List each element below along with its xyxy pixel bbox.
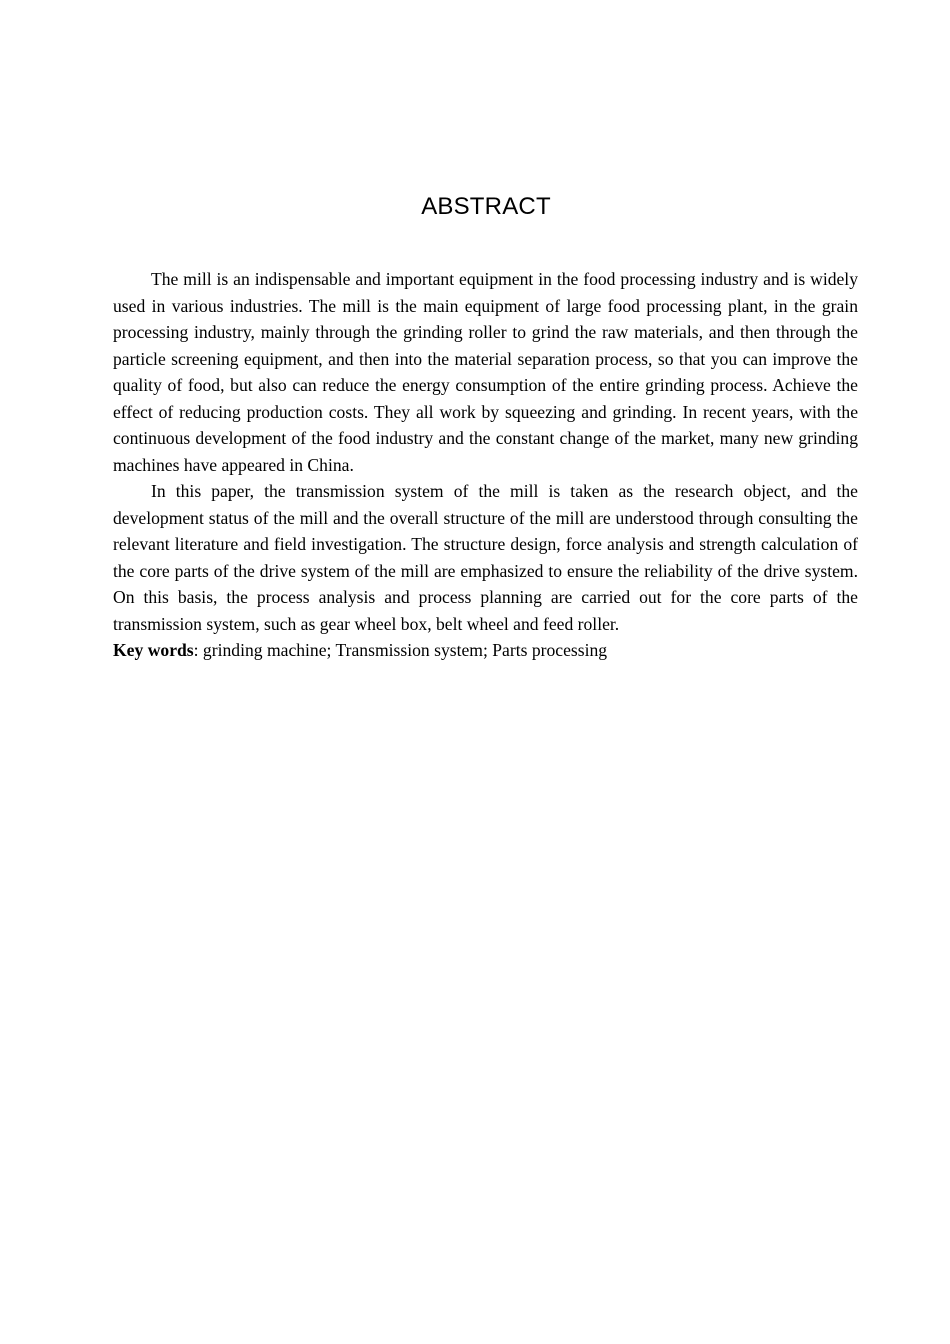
abstract-paragraph-2: In this paper, the transmission system of the mill is taken as the research object, and the development status of the mill and the overall structure of the mill are understood through consulting the relevant literature and field investigation. The structure design, force analysis and strength calculation of the core parts of the drive system of the mill are emphasized to ensure the reliability of the drive system. On this basis, the process analysis and process planning are carried out for the core parts of the transmission system, such as gear wheel box, belt wheel and feed roller. xyxy=(113,481,858,634)
abstract-paragraph-1: The mill is an indispensable and important equipment in the food processing industry and is widely used in various industries. The mill is the main equipment of large food processing plant, in the grain processing industry, mainly through the grinding roller to grind the raw materials, and then through the particle screening equipment, and then into the material separation process, so that you can improve the quality of food, but also can reduce the energy consumption of the entire grinding process. Achieve the effect of reducing production costs. They all work by squeezing and grinding. In recent years, with the continuous development of the food industry and the constant change of the market, many new grinding machines have appeared in China. xyxy=(113,269,858,475)
abstract-title: ABSTRACT xyxy=(421,193,551,220)
abstract-body xyxy=(113,266,858,664)
keywords-text: : grinding machine; Transmission system; Parts processing xyxy=(193,640,608,660)
keywords-label: Key words xyxy=(113,640,194,660)
keywords-line xyxy=(113,637,858,664)
